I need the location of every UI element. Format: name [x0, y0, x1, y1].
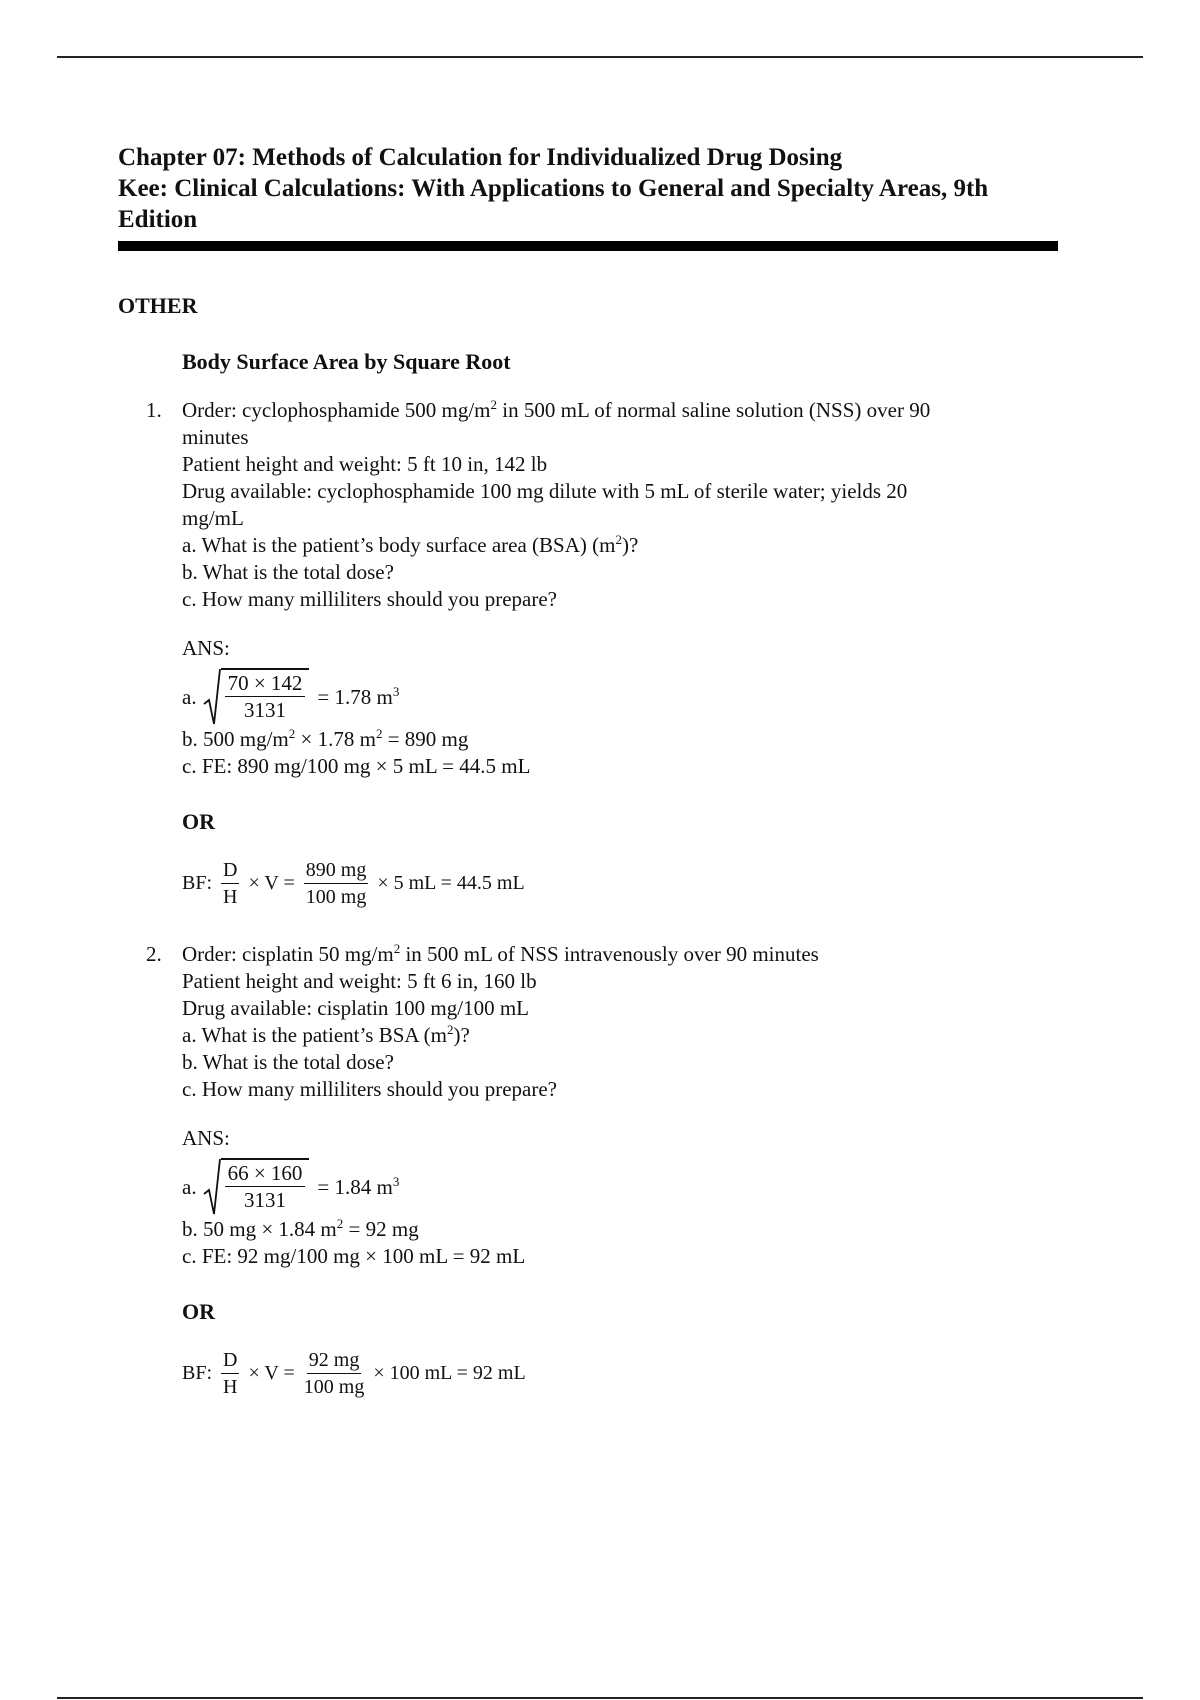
- dose-fraction: [304, 1347, 365, 1400]
- h-denominator: H: [223, 885, 238, 908]
- question-number: 1.: [146, 398, 162, 422]
- dose-denominator: 100 mg: [303, 1375, 365, 1398]
- fraction-numerator: 70 × 142: [225, 670, 306, 697]
- answer-label: ANS:: [182, 636, 230, 660]
- subsection-heading: Body Surface Area by Square Root: [182, 349, 511, 374]
- d-numerator: D: [221, 857, 239, 884]
- bf-result: × 100 mL = 92 mL: [368, 1361, 526, 1384]
- title-bar: [118, 241, 1058, 251]
- answer-a-label: a.: [182, 684, 197, 709]
- top-rule: [57, 56, 1143, 58]
- answer-b: b. 50 mg × 1.84 $m^2 = 92$ mg: [182, 1216, 419, 1241]
- answer-c: c. FE: 92 mg/100 mg × 100 mL = 92 mL: [182, 1244, 526, 1268]
- section-heading: OTHER: [118, 293, 198, 318]
- document-page: [118, 142, 1058, 1403]
- dh-fraction: [221, 1347, 239, 1400]
- question-a: a. What is the patient’s BSA $(m^2)$?: [182, 1022, 470, 1047]
- fraction: [221, 668, 310, 726]
- dh-fraction: [221, 857, 239, 910]
- question-number: 2.: [146, 942, 162, 966]
- answer-b: b. 500 $mg/m^2 \times 1.78$ $m^2 = 890$ mg: [182, 726, 469, 751]
- order-line-cont: minutes: [182, 425, 249, 449]
- bf-label: BF:: [182, 1361, 218, 1384]
- fraction-denominator: 3131: [244, 698, 286, 722]
- dose-numerator: 890 mg: [304, 857, 369, 884]
- square-root: [203, 668, 310, 726]
- question-b: b. What is the total dose?: [182, 560, 394, 584]
- answer-a-label: a.: [182, 1174, 197, 1199]
- dose-fraction: [304, 857, 369, 910]
- order-line: Order: cyclophosphamide 500 $mg/m^2$ in 500 mL of normal saline solution (NSS) over 90: [182, 397, 931, 422]
- order-line: Order: cisplatin 50 $mg/m^2$ in 500 mL of NSS intravenously over 90 minutes: [182, 941, 819, 966]
- fraction-numerator: 66 × 160: [225, 1160, 306, 1187]
- question-1: [146, 397, 1058, 913]
- radical-sign-icon: [203, 668, 221, 726]
- d-numerator: D: [221, 1347, 239, 1374]
- answer-a-formula: [182, 668, 1058, 726]
- answer-label: ANS:: [182, 1126, 230, 1150]
- answer-a-formula: [182, 1158, 1058, 1216]
- answer-a-result: = 1.78 $m^3$: [317, 683, 400, 709]
- document-title: [118, 142, 1058, 235]
- patient-line: Patient height and weight: 5 ft 10 in, 142 lb: [182, 452, 548, 476]
- question-a: a. What is the patient’s body surface area (BSA) $(m^2)$?: [182, 532, 639, 557]
- title-line-3: Edition: [118, 206, 198, 233]
- bf-label: BF:: [182, 871, 218, 894]
- or-heading: OR: [182, 1299, 215, 1324]
- drug-line: Drug available: cisplatin 100 mg/100 mL: [182, 996, 530, 1020]
- radical-sign-icon: [203, 1158, 221, 1216]
- patient-line: Patient height and weight: 5 ft 6 in, 160 lb: [182, 969, 537, 993]
- dose-numerator: 92 mg: [307, 1347, 362, 1374]
- question-2: [146, 941, 1058, 1403]
- answer-c: c. FE: 890 mg/100 mg × 5 mL = 44.5 mL: [182, 754, 531, 778]
- dose-denominator: 100 mg: [305, 885, 367, 908]
- times-v: × V =: [243, 1361, 300, 1384]
- fraction: [221, 1158, 310, 1216]
- drug-line-cont: mg/mL: [182, 506, 244, 530]
- h-denominator: H: [223, 1375, 238, 1398]
- title-line-1: Chapter 07: Methods of Calculation for Individualized Drug Dosing: [118, 144, 843, 171]
- bf-result: × 5 mL = 44.5 mL: [372, 871, 525, 894]
- question-c: c. How many milliliters should you prepare?: [182, 587, 557, 611]
- bf-formula: [182, 1343, 1058, 1403]
- fraction-denominator: 3131: [244, 1188, 286, 1212]
- bf-formula: [182, 853, 1058, 913]
- question-c: c. How many milliliters should you prepare?: [182, 1077, 557, 1101]
- drug-line: Drug available: cyclophosphamide 100 mg dilute with 5 mL of sterile water; yields 20: [182, 479, 908, 503]
- bottom-rule: [57, 1697, 1143, 1699]
- times-v: × V =: [243, 871, 300, 894]
- title-line-2: Kee: Clinical Calculations: With Applications to General and Specialty Areas, 9th: [118, 175, 989, 202]
- question-b: b. What is the total dose?: [182, 1050, 394, 1074]
- or-heading: OR: [182, 809, 215, 834]
- answer-a-result: = 1.84 $m^3$: [317, 1173, 400, 1199]
- square-root: [203, 1158, 310, 1216]
